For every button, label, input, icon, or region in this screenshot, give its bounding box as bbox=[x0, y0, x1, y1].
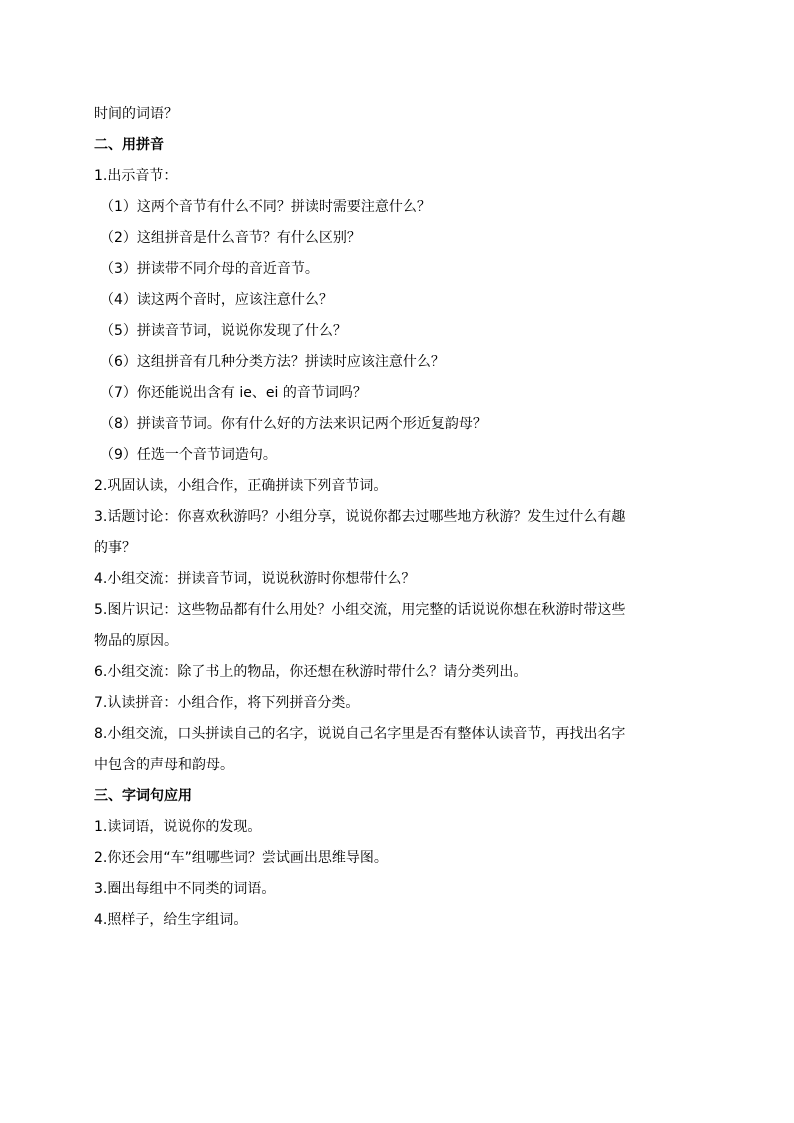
text-line: 中包含的声母和韵母。 bbox=[94, 757, 234, 773]
text-line: 2.你还会用“车”组哪些词？尝试画出思维导图。 bbox=[94, 850, 388, 866]
text-line: 时间的词语？ bbox=[94, 106, 178, 122]
sub-item: （4）读这两个音时，应该注意什么？ bbox=[100, 292, 333, 308]
text-line: 8.小组交流，口头拼读自己的名字，说说自己名字里是否有整体认读音节，再找出名字 bbox=[94, 726, 626, 742]
text-line: 7.认读拼音：小组合作，将下列拼音分类。 bbox=[94, 695, 360, 711]
text-line: 4.小组交流：拼读音节词，说说秋游时你想带什么？ bbox=[94, 571, 416, 587]
sub-item: （7）你还能说出含有 ie、ei 的音节词吗？ bbox=[100, 385, 367, 401]
text-line: 物品的原因。 bbox=[94, 633, 178, 649]
sub-item: （2）这组拼音是什么音节？有什么区别？ bbox=[100, 230, 361, 246]
sub-item: （3）拼读带不同介母的音近音节。 bbox=[100, 261, 319, 277]
text-line: 4.照样子，给生字组词。 bbox=[94, 912, 248, 928]
text-line: 3.圈出每组中不同类的词语。 bbox=[94, 881, 276, 897]
sub-item: （1）这两个音节有什么不同？拼读时需要注意什么？ bbox=[100, 199, 431, 215]
sub-item: （9）任选一个音节词造句。 bbox=[100, 447, 277, 463]
sub-item: （5）拼读音节词，说说你发现了什么？ bbox=[100, 323, 347, 339]
text-line: 5.图片识记：这些物品都有什么用处？小组交流，用完整的话说说你想在秋游时带这些 bbox=[94, 602, 626, 618]
section-heading-pinyin: 二、用拼音 bbox=[94, 137, 164, 153]
sub-item: （6）这组拼音有几种分类方法？拼读时应该注意什么？ bbox=[100, 354, 445, 370]
text-line: 1.出示音节： bbox=[94, 168, 178, 184]
text-line: 6.小组交流：除了书上的物品，你还想在秋游时带什么？请分类列出。 bbox=[94, 664, 528, 680]
sub-item: （8）拼读音节词。你有什么好的方法来识记两个形近复韵母？ bbox=[100, 416, 487, 432]
text-line: 1.读词语，说说你的发现。 bbox=[94, 819, 262, 835]
text-line: 的事？ bbox=[94, 540, 136, 556]
section-heading-application: 三、字词句应用 bbox=[94, 788, 192, 804]
text-line: 3.话题讨论：你喜欢秋游吗？小组分享，说说你都去过哪些地方秋游？发生过什么有趣 bbox=[94, 509, 626, 525]
document-body bbox=[94, 99, 714, 936]
text-line: 2.巩固认读，小组合作，正确拼读下列音节词。 bbox=[94, 478, 388, 494]
